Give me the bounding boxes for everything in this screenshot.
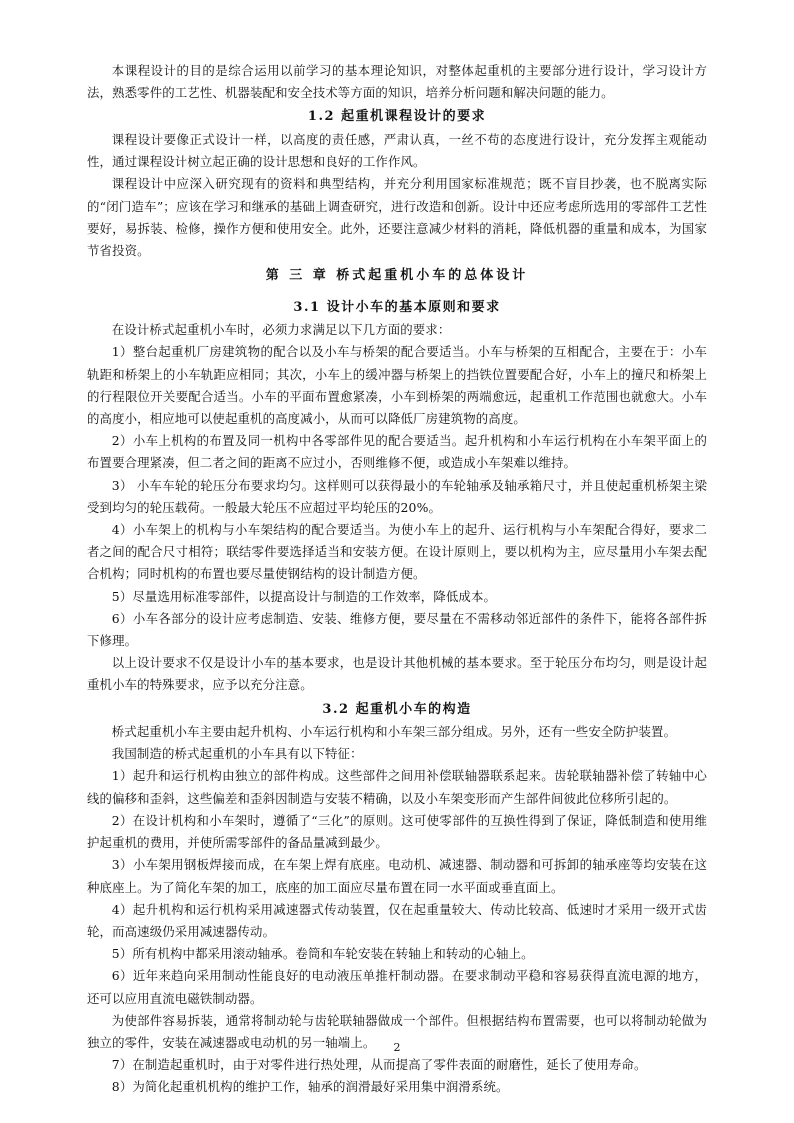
intro-paragraph: 本课程设计的目的是综合运用以前学习的基本理论知识，对整体起重机的主要部分进行设计，学习设计方法，熟悉零件的工艺性、机器装配和安全技术等方面的知识，培养分析问题和解决问题的能力。 bbox=[87, 63, 707, 101]
list-item: 3）小车架用钢板焊接而成，在车架上焊有底座。电动机、减速器、制动器和可拆卸的轴承座等均安装在这种底座上。为了简化车架的加工，底座的加工面应尽量布置在同一水平面或垂直面上。 bbox=[87, 857, 707, 895]
paragraph: 以上设计要求不仅是设计小车的基本要求，也是设计其他机械的基本要求。至于轮压分布均匀，则是设计起重机小车的特殊要求，应予以充分注意。 bbox=[87, 655, 707, 693]
paragraph: 在设计桥式起重机小车时，必须力求满足以下几方面的要求： bbox=[111, 322, 451, 338]
list-item: 8）为简化起重机机构的维护工作，轴承的润滑最好采用集中润滑系统。 bbox=[111, 1079, 509, 1095]
list-item: 1）起升和运行机构由独立的部件构成。这些部件之间用补偿联轴器联系起来。齿轮联轴器补偿了转轴中心线的偏移和歪斜，这些偏差和歪斜因制造与安装不精确，以及小车架变形而产生部件间彼此位移所引起的。 bbox=[87, 768, 707, 806]
list-item: 4）小车架上的机构与小车架结构的配合要适当。为使小车上的起升、运行机构与小车架配合得好，要求二者之间的配合尺寸相符；联结零件要选择适当和安装方便。在设计原则上，要以机构为主，应尽量用小车架去配合机构；同时机构的布置也要尽量使钢结构的设计制造方便。 bbox=[87, 521, 707, 582]
list-item: 2）小车上机构的布置及同一机构中各零部件见的配合要适当。起升机构和小车运行机构在小车架平面上的布置要合理紧凑，但二者之间的距离不应过小，否则维修不便，或造成小车架难以维持。 bbox=[87, 433, 707, 471]
paragraph: 为使部件容易拆装，通常将制动轮与齿轮联轴器做成一个部件。但根据结构布置需要，也可以将制动轮做为独立的零件，安装在减速器或电动机的另一轴端上。 bbox=[87, 1012, 707, 1050]
section-heading-3-1: 3.1 设计小车的基本原则和要求 bbox=[293, 299, 501, 315]
list-item: 1）整台起重机厂房建筑物的配合以及小车与桥架的配合要适当。小车与桥架的互相配合，主要在于：小车轨距和桥架上的小车轨距应相同；其次，小车上的缓冲器与桥架上的挡铁位置要配合好，小车上的撞尺和桥架上的行程限位开关要配合适当。小车的平面布置愈紧凑，小车到桥架的两端愈远，起重机工作范围也就愈大。小车的高度小，相应地可以使起重机的高度减小，从而可以降低厂房建筑物的高度。 bbox=[87, 344, 707, 426]
list-item: 7）在制造起重机时，由于对零件进行热处理，从而提高了零件表面的耐磨性，延长了使用寿命。 bbox=[111, 1057, 647, 1073]
list-item: 4）起升机构和运行机构采用减速器式传动装置，仅在起重量较大、传动比较高、低速时才采用一级开式齿轮，而高速级仍采用减速器传动。 bbox=[87, 901, 707, 939]
paragraph: 我国制造的桥式起重机的小车具有以下特征： bbox=[111, 746, 363, 762]
page-number: 2 bbox=[393, 1041, 401, 1054]
chapter-heading: 第 三 章 桥式起重机小车的总体设计 bbox=[265, 268, 529, 284]
section-heading-3-2: 3.2 起重机小车的构造 bbox=[322, 701, 472, 717]
list-item: 5）尽量选用标准零部件，以提高设计与制造的工作效率，降低成本。 bbox=[111, 588, 497, 604]
list-item: 6）小车各部分的设计应考虑制造、安装、维修方便，要尽量在不需移动邻近部件的条件下，能将各部件拆下修理。 bbox=[87, 610, 707, 648]
list-item: 2）在设计机构和小车架时，遵循了“三化”的原则。这可使零部件的互换性得到了保证，降低制造和使用维护起重机的费用，并使所需零部件的备品量减到最少。 bbox=[87, 812, 707, 851]
list-item: 5）所有机构中都采用滚动轴承。卷筒和车轮安装在转轴上和转动的心轴上。 bbox=[111, 946, 534, 962]
paragraph: 桥式起重机小车主要由起升机构、小车运行机构和小车架三部分组成。另外，还有一些安全防护装置。 bbox=[111, 724, 677, 740]
paragraph: 课程设计要像正式设计一样，以高度的责任感，严肃认真，一丝不苟的态度进行设计，充分发挥主观能动性，通过课程设计树立起正确的设计思想和良好的工作作风。 bbox=[87, 131, 707, 170]
document-body bbox=[87, 60, 707, 1099]
list-item: 6）近年来趋向采用制动性能良好的电动液压单推杆制动器。在要求制动平稳和容易获得直流电源的地方，还可以应用直流电磁铁制动器。 bbox=[87, 968, 707, 1006]
paragraph: 课程设计中应深入研究现有的资料和典型结构，并充分利用国家标准规范；既不盲目抄袭，也不脱离实际的“闭门造车”；应该在学习和继承的基础上调查研究，进行改造和创新。设计中还应考虑所选用的零部件工艺性要好，易拆装、检修，操作方便和使用安全。此外，还要注意减少材料的消耗，降低机器的重量和成本，为国家节省投资。 bbox=[87, 176, 707, 258]
section-heading-1-2: 1.2 起重机课程设计的要求 bbox=[307, 109, 487, 125]
list-item: 3） 小车车轮的轮压分布要求均匀。这样则可以获得最小的车轮轴承及轴承箱尺寸，并且使起重机桥架主梁受到均匀的轮压载荷。一般最大轮压不应超过平均轮压的20%。 bbox=[87, 477, 707, 515]
